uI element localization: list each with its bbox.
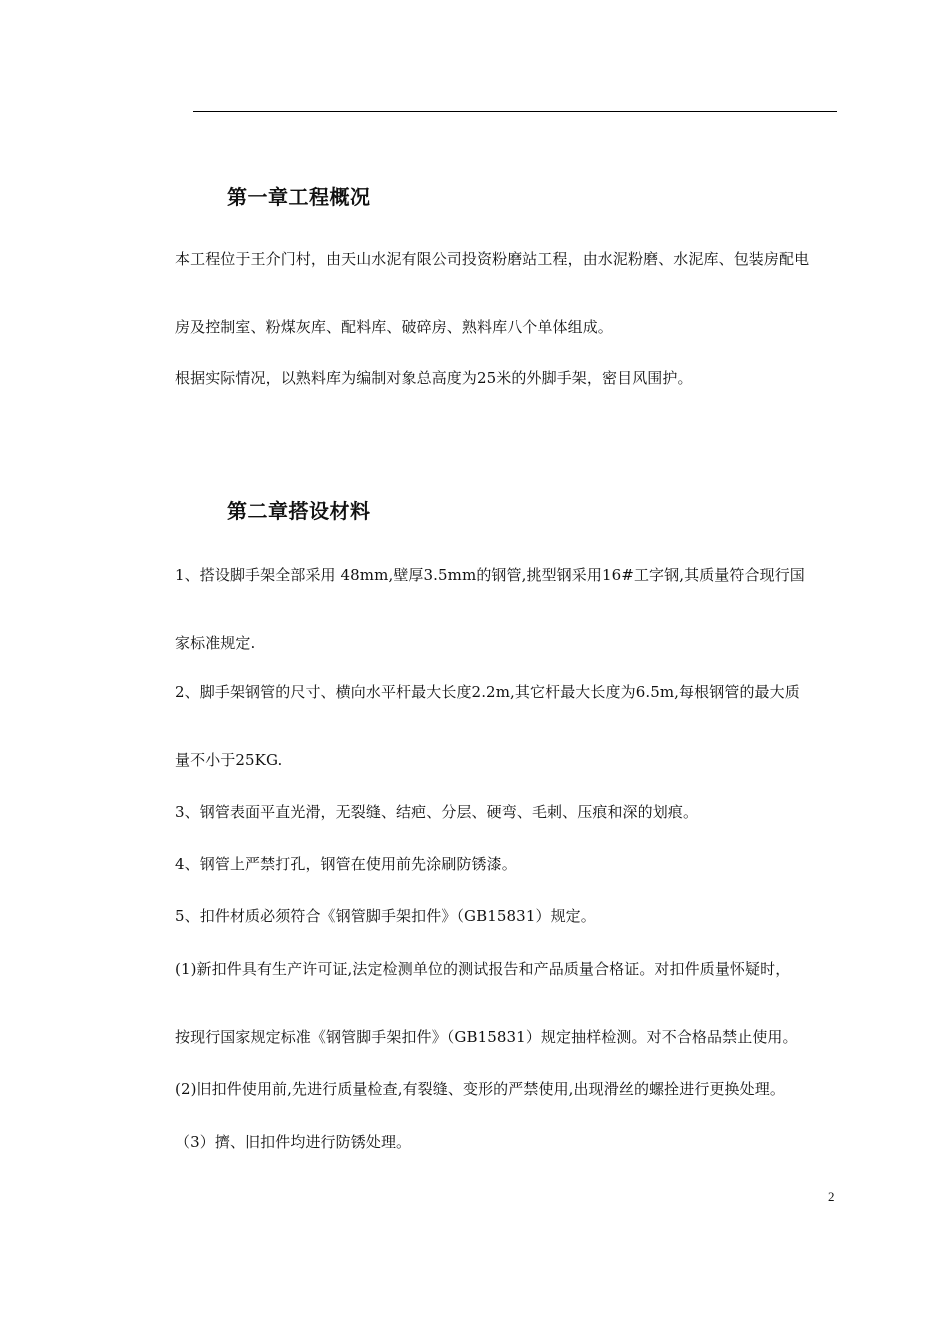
chapter-2-paragraph-line: 4、钢管上严禁打孔，钢管在使用前先涂刷防锈漆。 <box>175 855 517 873</box>
chapter-1-heading: 第一章工程概况 <box>227 185 371 209</box>
chapter-2-paragraph-line: 5、扣件材质必须符合《钢管脚手架扣件》（GB15831）规定。 <box>175 907 596 925</box>
chapter-2-paragraph-line: 家标准规定. <box>175 634 256 652</box>
chapter-2-paragraph-line: (2)旧扣件使用前,先进行质量检查,有裂缝、变形的严禁使用,出现滑丝的螺拴进行更换处理。 <box>175 1080 785 1098</box>
chapter-1-paragraph-line: 本工程位于王介门村，由天山水泥有限公司投资粉磨站工程，由水泥粉磨、水泥库、包装房配电 <box>175 250 810 268</box>
chapter-2-paragraph-line: 按现行国家规定标准《钢管脚手架扣件》（GB15831）规定抽样检测。对不合格品禁止使用。 <box>175 1028 798 1046</box>
chapter-2-paragraph-line: 3、钢管表面平直光滑，无裂缝、结疤、分层、硬弯、毛刺、压痕和深的划痕。 <box>175 803 699 821</box>
chapter-2-paragraph-line: 1、搭设脚手架全部采用 48mm,壁厚3.5mm的钢管,挑型钢采用16#工字钢,其质量符合现行国 <box>175 566 805 584</box>
chapter-2-paragraph-line: (1)新扣件具有生产许可证,法定检测单位的测试报告和产品质量合格证。对扣件质量怀疑时， <box>175 960 791 978</box>
chapter-1-paragraph-line: 房及控制室、粉煤灰库、配料库、破碎房、熟料库八个单体组成。 <box>175 318 613 336</box>
header-rule <box>193 111 837 112</box>
chapter-2-heading: 第二章搭设材料 <box>227 499 371 523</box>
chapter-2-paragraph-line: 2、脚手架钢管的尺寸、横向水平杆最大长度2.2m,其它杆最大长度为6.5m,每根钢管的最大质 <box>175 683 800 701</box>
page-number: 2 <box>828 1189 835 1204</box>
chapter-2-paragraph-line: 量不小于25KG. <box>175 751 283 769</box>
chapter-1-paragraph-line: 根据实际情况，以熟料库为编制对象总高度为25米的外脚手架，密目风围护。 <box>175 369 693 387</box>
chapter-2-paragraph-line: （3）擠、旧扣件均进行防锈处理。 <box>175 1133 412 1151</box>
